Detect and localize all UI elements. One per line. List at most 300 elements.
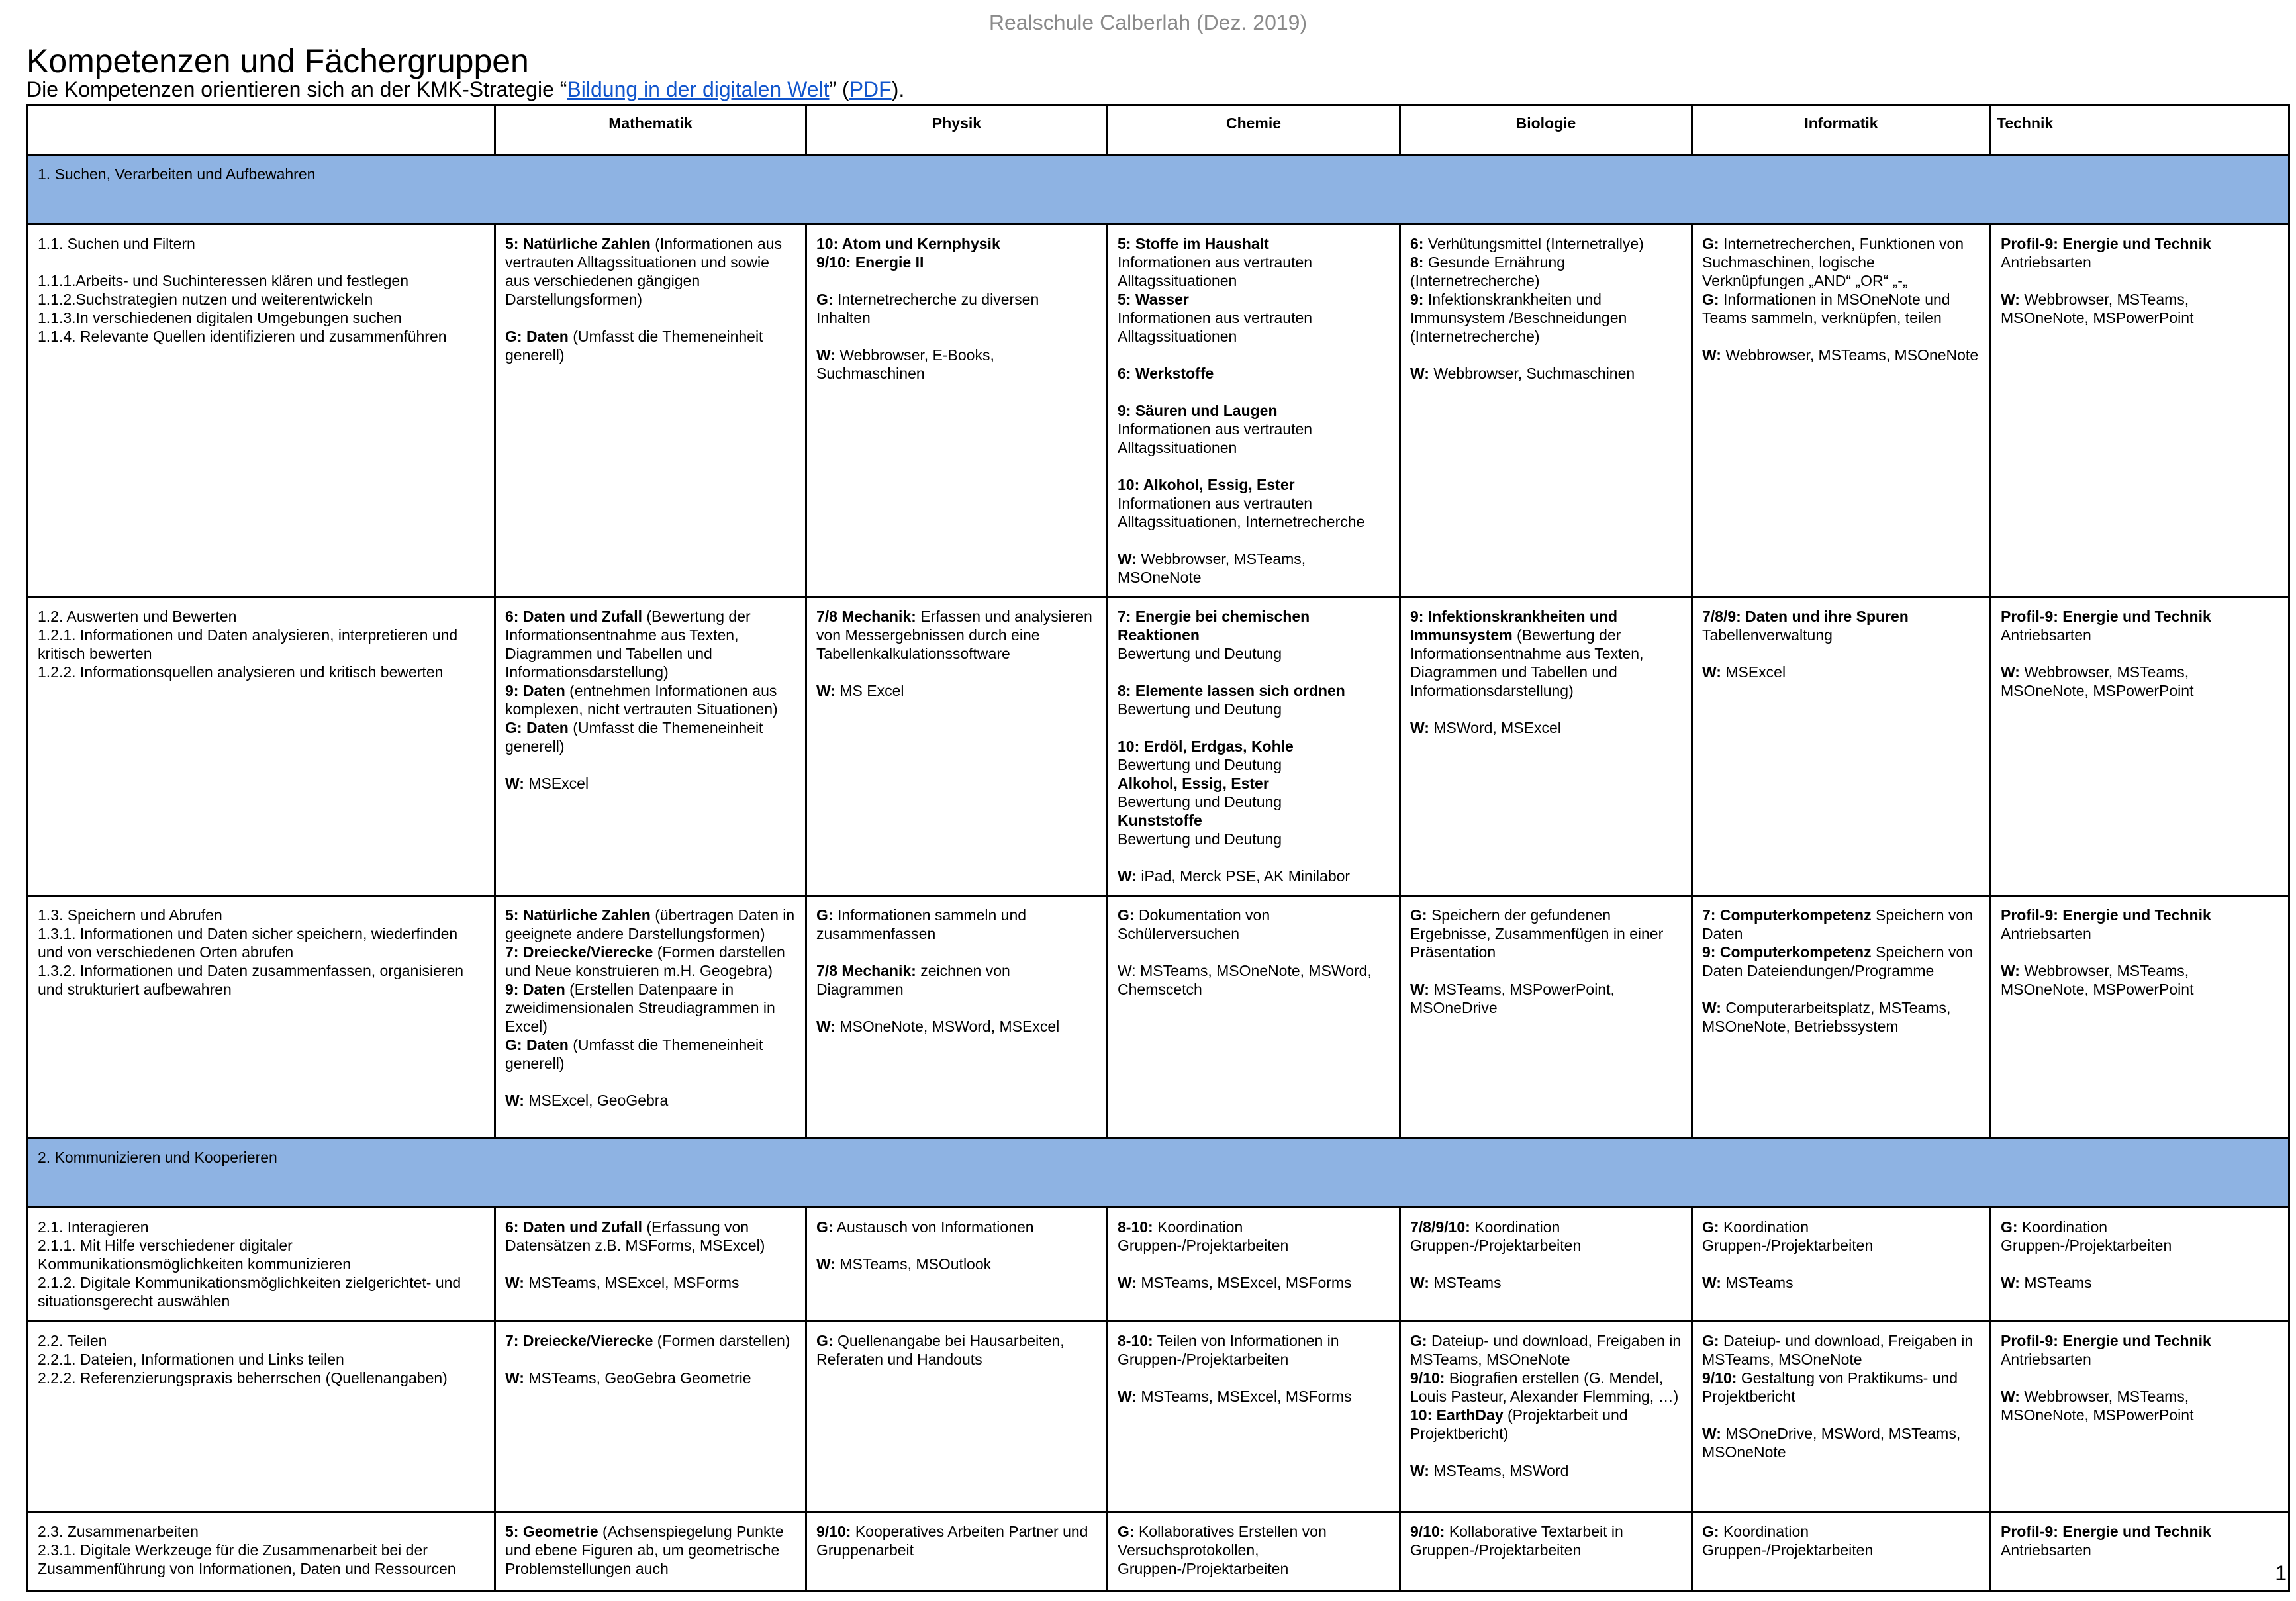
cell-physik [806,224,1108,597]
cell-physik [806,1512,1108,1592]
cell-mathematik [495,597,806,896]
cell-line-text: 1.2.1. Informationen und Daten analysieren, interpretieren und kritisch bewerten [38,626,458,662]
cell-line [1118,848,1390,867]
table-row [28,1512,2289,1592]
cell-line-text: MSTeams, MSExcel, MSForms [1136,1388,1352,1405]
cell-line [38,924,485,961]
cell-line [1410,607,1682,700]
cell-line-text: Koordination Gruppen-/Projektarbeiten [1702,1218,1874,1254]
cell-line [505,1332,796,1350]
cell-competency [28,1322,495,1512]
column-header-chemie: Chemie [1108,105,1400,155]
cell-line-text: MSTeams, MSExcel, MSForms [1136,1274,1352,1291]
cell-line [1118,1332,1390,1369]
cell-line [1118,383,1390,401]
cell-line [505,327,796,364]
page-subtitle [26,77,904,102]
cell-technik [1991,1512,2289,1592]
cell-chemie [1108,224,1400,597]
cell-line [1702,234,1980,290]
cell-line [505,718,796,755]
cell-line [816,271,1097,290]
cell-competency [28,224,495,597]
cell-line [38,1332,485,1350]
cell-line-bold: 5: Natürliche Zahlen [505,235,651,252]
cell-line [505,906,796,943]
cell-line [38,234,485,253]
cell-technik [1991,597,2289,896]
cell-line-text: Kollaboratives Erstellen von Versuchsprotokollen, Gruppen-/Projektarbeiten [1118,1523,1327,1577]
cell-line-bold: W: [1410,719,1429,736]
cell-line [2001,1350,2279,1369]
cell-line-bold: 7: Energie bei chemischen Reaktionen [1118,608,1310,644]
subtitle-text-after: ). [891,77,905,101]
cell-line-text: W: MSTeams, MSOneNote, MSWord, Chemscetch [1118,962,1372,998]
subtitle-text-before: Die Kompetenzen orientieren sich an der KMK-Strategie “ [26,77,567,101]
cell-line-text: 1.1. Suchen und Filtern [38,235,195,252]
cell-line-text: Dateiup- und download, Freigaben in MSTeams, MSOneNote [1410,1332,1682,1368]
cell-line-text: 1.1.4. Relevante Quellen identifizieren und zusammenführen [38,328,447,345]
cell-line [38,1273,485,1310]
cell-line [1702,327,1980,346]
cell-line [1410,1273,1682,1292]
cell-line-bold: W: [2001,1388,2020,1405]
cell-line [1702,1406,1980,1424]
cell-physik [806,896,1108,1138]
cell-line-bold: W: [1118,1388,1137,1405]
cell-line-bold: 5: Geometrie [505,1523,598,1540]
cell-competency [28,1512,495,1592]
cell-line-text: (Informationen aus vertrauten Alltagssituationen und sowie aus verschiedenen gängigen Darstellungsformen) [505,235,782,308]
cell-line-bold: 8: Elemente lassen sich ordnen [1118,682,1345,699]
column-header-competency [28,105,495,155]
cell-line [505,755,796,774]
cell-line [816,327,1097,346]
cell-mathematik [495,1322,806,1512]
cell-line [1118,961,1390,998]
cell-line [505,1522,796,1578]
cell-line-bold: G: [1702,291,1719,308]
cell-line-bold: 7: Computerkompetenz [1702,906,1872,924]
cell-line-bold: 10: Alkohol, Essig, Ester [1118,476,1295,493]
cell-informatik [1692,224,1991,597]
cell-line [816,1522,1097,1559]
cell-line [38,1369,485,1387]
cell-line [505,1369,796,1387]
cell-line [2001,1541,2279,1559]
cell-line-text: Kooperatives Arbeiten Partner und Gruppenarbeit [816,1523,1088,1559]
cell-line [2001,1332,2279,1350]
cell-line-text: Internetrecherchen, Funktionen von Suchmaschinen, logische Verknüpfungen „AND“ „OR“ „-„ [1702,235,1964,289]
table-row [28,1322,2289,1512]
cell-line-text: iPad, Merck PSE, AK Minilabor [1136,867,1351,885]
cell-line-bold: 6: Daten und Zufall [505,608,642,625]
cell-line-bold: W: [1410,365,1429,382]
cell-line-bold: G: [1410,1332,1427,1349]
cell-line-text: Koordination Gruppen-/Projektarbeiten [2001,1218,2172,1254]
cell-line [2001,290,2279,327]
cell-line-text: Bewertung und Deutung [1118,830,1282,848]
cell-line [1410,234,1682,253]
cell-line [816,1218,1097,1236]
cell-line [1702,1522,1980,1559]
cell-line-text: 2.3.1. Digitale Werkzeuge für die Zusammenarbeit bei der Zusammenführung von Informationen, Daten und Ressourcen [38,1541,456,1577]
cell-line [1118,346,1390,364]
cell-line-text: Gesunde Ernährung (Internetrecherche) [1410,254,1565,289]
cell-informatik [1692,1512,1991,1592]
cell-line-text: MSExcel [1721,663,1786,681]
competency-table [26,104,2290,1592]
cell-line [816,681,1097,700]
cell-line-bold: Profil-9: Energie und Technik [2001,608,2211,625]
cell-line [505,1255,796,1273]
cell-line-bold: G: [816,1332,834,1349]
cell-line-text: Webbrowser, MSTeams, MSOneNote, MSPowerPoint [2001,291,2194,326]
cell-line [1702,607,1980,626]
cell-line [505,774,796,793]
cell-line-text: (Erfassung von Datensätzen z.B. MSForms, MSExcel) [505,1218,765,1254]
cell-chemie [1108,1208,1400,1322]
cell-line-bold: W: [505,1369,524,1386]
table-row [28,896,2289,1138]
cell-line [1118,550,1390,587]
cell-line [1702,1369,1980,1406]
cell-informatik [1692,1208,1991,1322]
kmk-strategy-link[interactable]: Bildung in der digitalen Welt [567,77,830,101]
cell-line [816,1236,1097,1255]
cell-line-text: 1.1.2.Suchstrategien nutzen und weiterentwickeln [38,291,373,308]
cell-line [38,663,485,681]
cell-line [505,1073,796,1091]
section-header-row [28,1138,2289,1208]
cell-line-bold: W: [2001,291,2020,308]
cell-line [38,1218,485,1236]
cell-line-bold: Profil-9: Energie und Technik [2001,1332,2211,1349]
cell-line-text: (Erstellen Datenpaare in zweidimensionalen Streudiagrammen in Excel) [505,981,775,1035]
cell-line [1118,774,1390,793]
cell-line-bold: W: [1118,867,1137,885]
cell-line [816,1255,1097,1273]
cell-line-text: 2.2. Teilen [38,1332,107,1349]
cell-line [1118,811,1390,830]
cell-technik [1991,224,2289,597]
cell-line [1118,1387,1390,1406]
cell-mathematik [495,896,806,1138]
cell-biologie [1400,1208,1692,1322]
cell-line-bold: W: [505,1092,524,1109]
cell-line-bold: W: [1702,1274,1721,1291]
cell-line [816,961,1097,998]
cell-line-text: Informationen aus vertrauten Alltagssituationen, Internetrecherche [1118,495,1365,530]
header-row [28,105,2289,155]
cell-line [2001,961,2279,998]
cell-line [1118,755,1390,774]
cell-line [38,1522,485,1541]
cell-line [2001,644,2279,663]
cell-line-text: Antriebsarten [2001,925,2091,942]
cell-line [505,1091,796,1110]
cell-line-bold: 5: Stoffe im Haushalt [1118,235,1269,252]
cell-line-bold: 10: Atom und Kernphysik [816,235,1000,252]
cell-line [2001,271,2279,290]
cell-line-text: 1.2. Auswerten und Bewerten [38,608,237,625]
cell-line [2001,1218,2279,1255]
cell-line [1410,700,1682,718]
table-body [28,155,2289,1592]
cell-line-bold: 7: Dreiecke/Vierecke [505,944,653,961]
cell-line-bold: 9: Säuren und Laugen [1118,402,1278,419]
cell-line-bold: W: [2001,962,2020,979]
cell-line-text: MS Excel [835,682,904,699]
cell-line [2001,1273,2279,1292]
cell-line-text: MSOneDrive, MSWord, MSTeams, MSOneNote [1702,1425,1961,1461]
cell-line-bold: 7/8/9: Daten und ihre Spuren [1702,608,1909,625]
cell-line-text: Informationen sammeln und zusammenfassen [816,906,1027,942]
cell-line-bold: Kunststoffe [1118,812,1202,829]
cell-line [1118,290,1390,309]
column-header-physik: Physik [806,105,1108,155]
cell-line [38,626,485,663]
cell-line-text: Webbrowser, MSTeams, MSOneNote [1721,346,1979,364]
cell-line-bold: 8-10: [1118,1218,1153,1236]
cell-line-text: zeichnen von Diagrammen [816,962,1010,998]
cell-line-text: 2.3. Zusammenarbeiten [38,1523,199,1540]
cell-line [38,607,485,626]
column-header-technik: Technik [1991,105,2289,155]
cell-line [1118,867,1390,885]
cell-line-text: 1.3. Speichern und Abrufen [38,906,222,924]
cell-line-bold: G: Daten [505,719,569,736]
cell-line-text: MSExcel, GeoGebra [524,1092,669,1109]
cell-line-bold: 9: Daten [505,981,565,998]
cell-line-bold: 7/8/9/10: [1410,1218,1470,1236]
cell-line-bold: 5: Wasser [1118,291,1189,308]
table-row [28,597,2289,896]
cell-line [816,234,1097,253]
cell-line [1702,1424,1980,1461]
cell-line [505,681,796,718]
cell-line [1702,1273,1980,1292]
cell-technik [1991,896,2289,1138]
cell-line-bold: 9/10: [1702,1369,1737,1386]
cell-line [1118,1273,1390,1292]
cell-line [1118,1255,1390,1273]
cell-mathematik [495,1512,806,1592]
cell-technik [1991,1208,2289,1322]
cell-informatik [1692,896,1991,1138]
cell-line [1410,1406,1682,1443]
cell-line [505,1036,796,1073]
cell-competency [28,1208,495,1322]
cell-line-bold: 9: Computerkompetenz [1702,944,1872,961]
cell-line [1118,830,1390,848]
cell-line-bold: W: [505,1274,524,1291]
cell-line [38,309,485,327]
cell-line [1118,906,1390,943]
cell-line-text: Informationen aus vertrauten Alltagssituationen [1118,420,1313,456]
cell-line [1118,663,1390,681]
cell-line [2001,626,2279,644]
cell-line-bold: G: Daten [505,1036,569,1053]
cell-line-bold: 9/10: [816,1523,851,1540]
cell-line [816,1017,1097,1036]
cell-line-text: Webbrowser, MSTeams, MSOneNote, MSPowerPoint [2001,1388,2194,1424]
cell-line-bold: W: [1702,1425,1721,1442]
cell-line-text: (Umfasst die Themeneinheit generell) [505,719,763,755]
cell-line-text: Webbrowser, MSTeams, MSOneNote, MSPowerPoint [2001,962,2194,998]
cell-line [38,1350,485,1369]
cell-line-text: 1.1.3.In verschiedenen digitalen Umgebungen suchen [38,309,402,326]
cell-line [1702,906,1980,943]
cell-line-bold: G: [1702,1218,1719,1236]
cell-line [2001,663,2279,700]
cell-line [38,1541,485,1578]
cell-line-bold: W: [2001,663,2020,681]
cell-line-text: MSTeams [2019,1274,2092,1291]
cell-physik [806,1208,1108,1322]
cell-line-bold: W: [1702,999,1721,1016]
cell-line-text: 1.2.2. Informationsquellen analysieren und kritisch bewerten [38,663,444,681]
cell-line-bold: G: [816,291,834,308]
cell-mathematik [495,1208,806,1322]
cell-line [1118,531,1390,550]
cell-line-text: 2.2.1. Dateien, Informationen und Links teilen [38,1351,344,1368]
cell-line [816,346,1097,383]
cell-line [1118,1522,1390,1578]
cell-line-bold: Alkohol, Essig, Ester [1118,775,1269,792]
cell-line-text: Computerarbeitsplatz, MSTeams, MSOneNote, Betriebssystem [1702,999,1951,1035]
cell-line [1410,1218,1682,1255]
page-number: 1 [2275,1561,2287,1585]
cell-line-bold: 6: [1410,235,1424,252]
cell-line [1118,681,1390,700]
cell-line-bold: 9/10: [1410,1369,1445,1386]
cell-line-bold: G: [816,1218,834,1236]
cell-line-text: Verhütungsmittel (Internetrallye) [1423,235,1644,252]
cell-line-text: 2.1. Interagieren [38,1218,149,1236]
cell-line [1702,626,1980,644]
cell-line-text: MSExcel [524,775,589,792]
cell-line-text: Teilen von Informationen in Gruppen-/Projektarbeiten [1118,1332,1339,1368]
cell-line-bold: W: [816,682,836,699]
cell-line [505,980,796,1036]
cell-line-text: MSTeams, MSWord [1429,1462,1569,1479]
cell-line [2001,253,2279,271]
cell-line-text: (Bewertung der Informationsentnahme aus Texten, Diagrammen und Tabellen und Informationsdarstellung) [505,608,751,681]
cell-biologie [1400,896,1692,1138]
cell-line [38,253,485,271]
cell-line [2001,1387,2279,1424]
cell-line-bold: 7: Dreiecke/Vierecke [505,1332,653,1349]
cell-line-bold: W: [1410,1274,1429,1291]
cell-line-bold: 9: Infektionskrankheiten und Immunsystem [1410,608,1618,644]
cell-line-text: Erfassen und analysieren von Messergebnissen durch eine Tabellenkalkulationssoftware [816,608,1092,662]
cell-line-bold: Profil-9: Energie und Technik [2001,235,2211,252]
cell-line-text: MSTeams [1429,1274,1502,1291]
cell-line-text: MSWord, MSExcel [1429,719,1561,736]
pdf-link[interactable]: PDF [849,77,892,101]
cell-chemie [1108,896,1400,1138]
cell-line-bold: 10: EarthDay [1410,1406,1504,1424]
cell-line-text: Dateiup- und download, Freigaben in MSTeams, MSOneNote [1702,1332,1974,1368]
cell-line [1118,494,1390,531]
cell-line [2001,1255,2279,1273]
cell-line [1702,663,1980,681]
cell-line [1702,290,1980,327]
cell-line [1702,346,1980,364]
page-title: Kompetenzen und Fächergruppen [26,42,529,79]
cell-line-bold: G: [816,906,834,924]
column-header-biologie: Biologie [1400,105,1692,155]
cell-line-bold: 9: Daten [505,682,565,699]
cell-line-text: 2.2.2. Referenzierungspraxis beherrschen (Quellenangaben) [38,1369,448,1386]
cell-line [1702,1218,1980,1255]
cell-informatik [1692,1322,1991,1512]
cell-line [1702,943,1980,980]
cell-line-text: (Achsenspiegelung Punkte und ebene Figuren ab, um geometrische Problemstellungen auch [505,1523,784,1577]
cell-line-bold: 9: [1410,291,1424,308]
cell-line-text: Bewertung und Deutung [1118,701,1282,718]
cell-line-text: Antriebsarten [2001,1541,2091,1559]
cell-line-text: Koordination Gruppen-/Projektarbeiten [1702,1523,1874,1559]
cell-line [1118,253,1390,290]
cell-line-bold: W: [816,346,836,364]
cell-line-bold: G: [1410,906,1427,924]
cell-line [1410,1443,1682,1461]
cell-line [1118,1369,1390,1387]
cell-line-text: (Bewertung der Informationsentnahme aus Texten, Diagrammen und Tabellen und Informationsdarstellung) [1410,626,1644,699]
cell-line [1410,1332,1682,1369]
cell-line [1118,737,1390,755]
cell-line-text: Antriebsarten [2001,1351,2091,1368]
cell-line-text: MSTeams [1721,1274,1794,1291]
section-title: 2. Kommunizieren und Kooperieren [28,1138,2289,1208]
cell-line-text: (Formen darstellen und Neue konstruieren m.H. Geogebra) [505,944,785,979]
cell-physik [806,597,1108,896]
cell-line [1118,793,1390,811]
cell-line-bold: W: [1410,1462,1429,1479]
cell-line-text: Austausch von Informationen [833,1218,1034,1236]
cell-line [1410,1255,1682,1273]
cell-line-bold: 7/8 Mechanik: [816,608,916,625]
cell-line [1118,234,1390,253]
cell-line-text: Informationen aus vertrauten Alltagssituationen [1118,309,1313,345]
cell-line [1118,309,1390,346]
subtitle-text-middle: ” ( [829,77,849,101]
cell-line [1410,253,1682,290]
cell-chemie [1108,1512,1400,1592]
cell-line-text: Antriebsarten [2001,254,2091,271]
cell-line [505,309,796,327]
cell-line [505,943,796,980]
cell-line-text: Internetrecherche zu diversen Inhalten [816,291,1039,326]
column-header-informatik: Informatik [1692,105,1991,155]
cell-line-bold: Profil-9: Energie und Technik [2001,906,2211,924]
cell-line-text: Informationen in MSOneNote und Teams sammeln, verknüpfen, teilen [1702,291,1950,326]
cell-line-bold: 6: Daten und Zufall [505,1218,642,1236]
cell-line [505,1350,796,1369]
cell-line-text: (Formen darstellen) [653,1332,790,1349]
cell-line-text: Informationen aus vertrauten Alltagssituationen [1118,254,1313,289]
section-header-row [28,155,2289,224]
cell-line-text: Bewertung und Deutung [1118,756,1282,773]
cell-line-bold: G: [1118,906,1135,924]
cell-line-bold: W: [1118,550,1137,567]
cell-line-bold: W: [1702,346,1721,364]
cell-line [1702,1255,1980,1273]
cell-line [1410,906,1682,961]
cell-biologie [1400,1512,1692,1592]
